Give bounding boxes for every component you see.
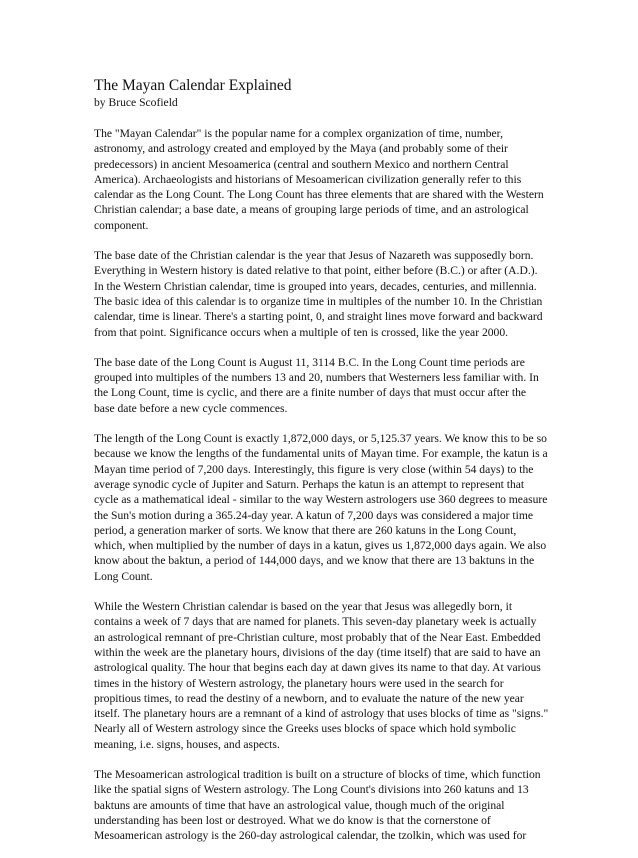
text-line: which, when multiplied by the number of days in a katun, gives us 1,872,000 days again. We also [94, 539, 547, 553]
text-line: because we know the lengths of the fundamental units of Mayan time. For example, the katun is a [94, 447, 548, 461]
text-line: The base date of the Long Count is August 11, 3114 B.C. In the Long Count time periods are [94, 355, 525, 369]
paragraph [94, 431, 552, 584]
text-line: contains a week of 7 days that are named for planets. This seven-day planetary week is actually [94, 615, 537, 629]
text-line: calendar as the Long Count. The Long Count has three elements that are shared with the Western [94, 188, 544, 202]
text-line: average synodic cycle of Jupiter and Saturn. Perhaps the katun is an attempt to represent that [94, 477, 525, 491]
text-line: times in the history of Western astrology, the planetary hours were used in the search for [94, 676, 504, 690]
document-body [94, 126, 552, 843]
text-line: calendar, time is linear. There's a starting point, 0, and straight lines move forward and backward [94, 310, 543, 324]
text-line: meaning, i.e. signs, houses, and aspects. [94, 737, 280, 751]
text-line: itself. The planetary hours are a remnant of a kind of astrology that uses blocks of time as "signs." [94, 707, 549, 721]
text-line: propitious times, to read the destiny of a newborn, and to evaluate the nature of the new year [94, 691, 524, 705]
document-author: by Bruce Scofield [94, 96, 178, 109]
text-line: Mesoamerican astrology is the 260-day astrological calendar, the tzolkin, which was used for [94, 829, 527, 843]
text-line: Mayan time period of 7,200 days. Interestingly, this figure is very close (within 54 days) to the [94, 462, 534, 476]
text-line: understanding has been lost or destroyed. What we do know is that the cornerstone of [94, 813, 491, 827]
text-line: Long Count. [94, 569, 153, 583]
text-line: period, a generation marker of sorts. We know that there are 260 katuns in the Long Count, [94, 523, 517, 537]
text-line: America). Archaeologists and historians of Mesoamerican civilization generally refer to this [94, 172, 522, 186]
text-line: The "Mayan Calendar" is the popular name for a complex organization of time, number, [94, 127, 503, 140]
text-line: The length of the Long Count is exactly 1,872,000 days, or 5,125.37 years. We know this to be so [94, 432, 547, 446]
text-line: In the Western Christian calendar, time is grouped into years, decades, centuries, and millennia. [94, 279, 537, 293]
text-line: astrological quality. The hour that begins each day at dawn gives its name to that day. At various [94, 661, 541, 675]
text-line: grouped into multiples of the numbers 13 and 20, numbers that Westerners less familiar with. In [94, 371, 539, 385]
paragraph [94, 767, 552, 843]
text-line: within the week are the planetary hours, divisions of the day (time itself) that are said to have an [94, 645, 541, 659]
text-line: baktuns are amounts of time that have an astrological value, though much of the original [94, 798, 505, 812]
paragraph [94, 355, 552, 416]
paragraph [94, 126, 552, 233]
text-line: the Long Count, time is cyclic, and there are a finite number of days that must occur after the [94, 386, 527, 400]
text-line: Everything in Western history is dated relative to that point, either before (B.C.) or after (A.D.). [94, 264, 538, 278]
text-line: Christian calendar; a base date, a means of grouping large periods of time, and an astrological [94, 203, 529, 217]
paragraph [94, 248, 552, 340]
text-line: cycle as a mathematical ideal - similar to the way Western astrologers use 360 degrees to measure [94, 493, 548, 507]
document-page [94, 77, 552, 858]
text-line: The Mesoamerican astrological tradition is built on a structure of blocks of time, which function [94, 767, 541, 781]
text-line: Nearly all of Western astrology since the Greeks uses blocks of space which hold symbolic [94, 722, 516, 736]
text-line: like the spatial signs of Western astrology. The Long Count's divisions into 260 katuns and 13 [94, 783, 529, 797]
text-line: an astrological remnant of pre-Christian culture, most probably that of the Near East. Embedded [94, 630, 541, 644]
text-line: base date before a new cycle commences. [94, 401, 288, 415]
text-line: the Sun's motion during a 365.24-day year. A katun of 7,200 days was considered a major time [94, 508, 534, 522]
text-line: The basic idea of this calendar is to organize time in multiples of the number 10. In the Christian [94, 294, 543, 308]
document-title: The Mayan Calendar Explained [94, 77, 292, 94]
text-line: component. [94, 218, 149, 232]
text-line: know about the baktun, a period of 144,000 days, and we know that there are 13 baktuns in the [94, 554, 535, 568]
paragraph [94, 599, 552, 752]
text-line: astronomy, and astrology created and employed by the Maya (and probably some of their [94, 142, 508, 156]
text-line: from that point. Significance occurs when a multiple of ten is crossed, like the year 2000. [94, 325, 509, 339]
text-line: While the Western Christian calendar is based on the year that Jesus was allegedly born, it [94, 600, 513, 614]
text-line: The base date of the Christian calendar is the year that Jesus of Nazareth was supposedly born. [94, 249, 534, 263]
text-line: predecessors) in ancient Mesoamerica (central and southern Mexico and northern Central [94, 157, 509, 171]
